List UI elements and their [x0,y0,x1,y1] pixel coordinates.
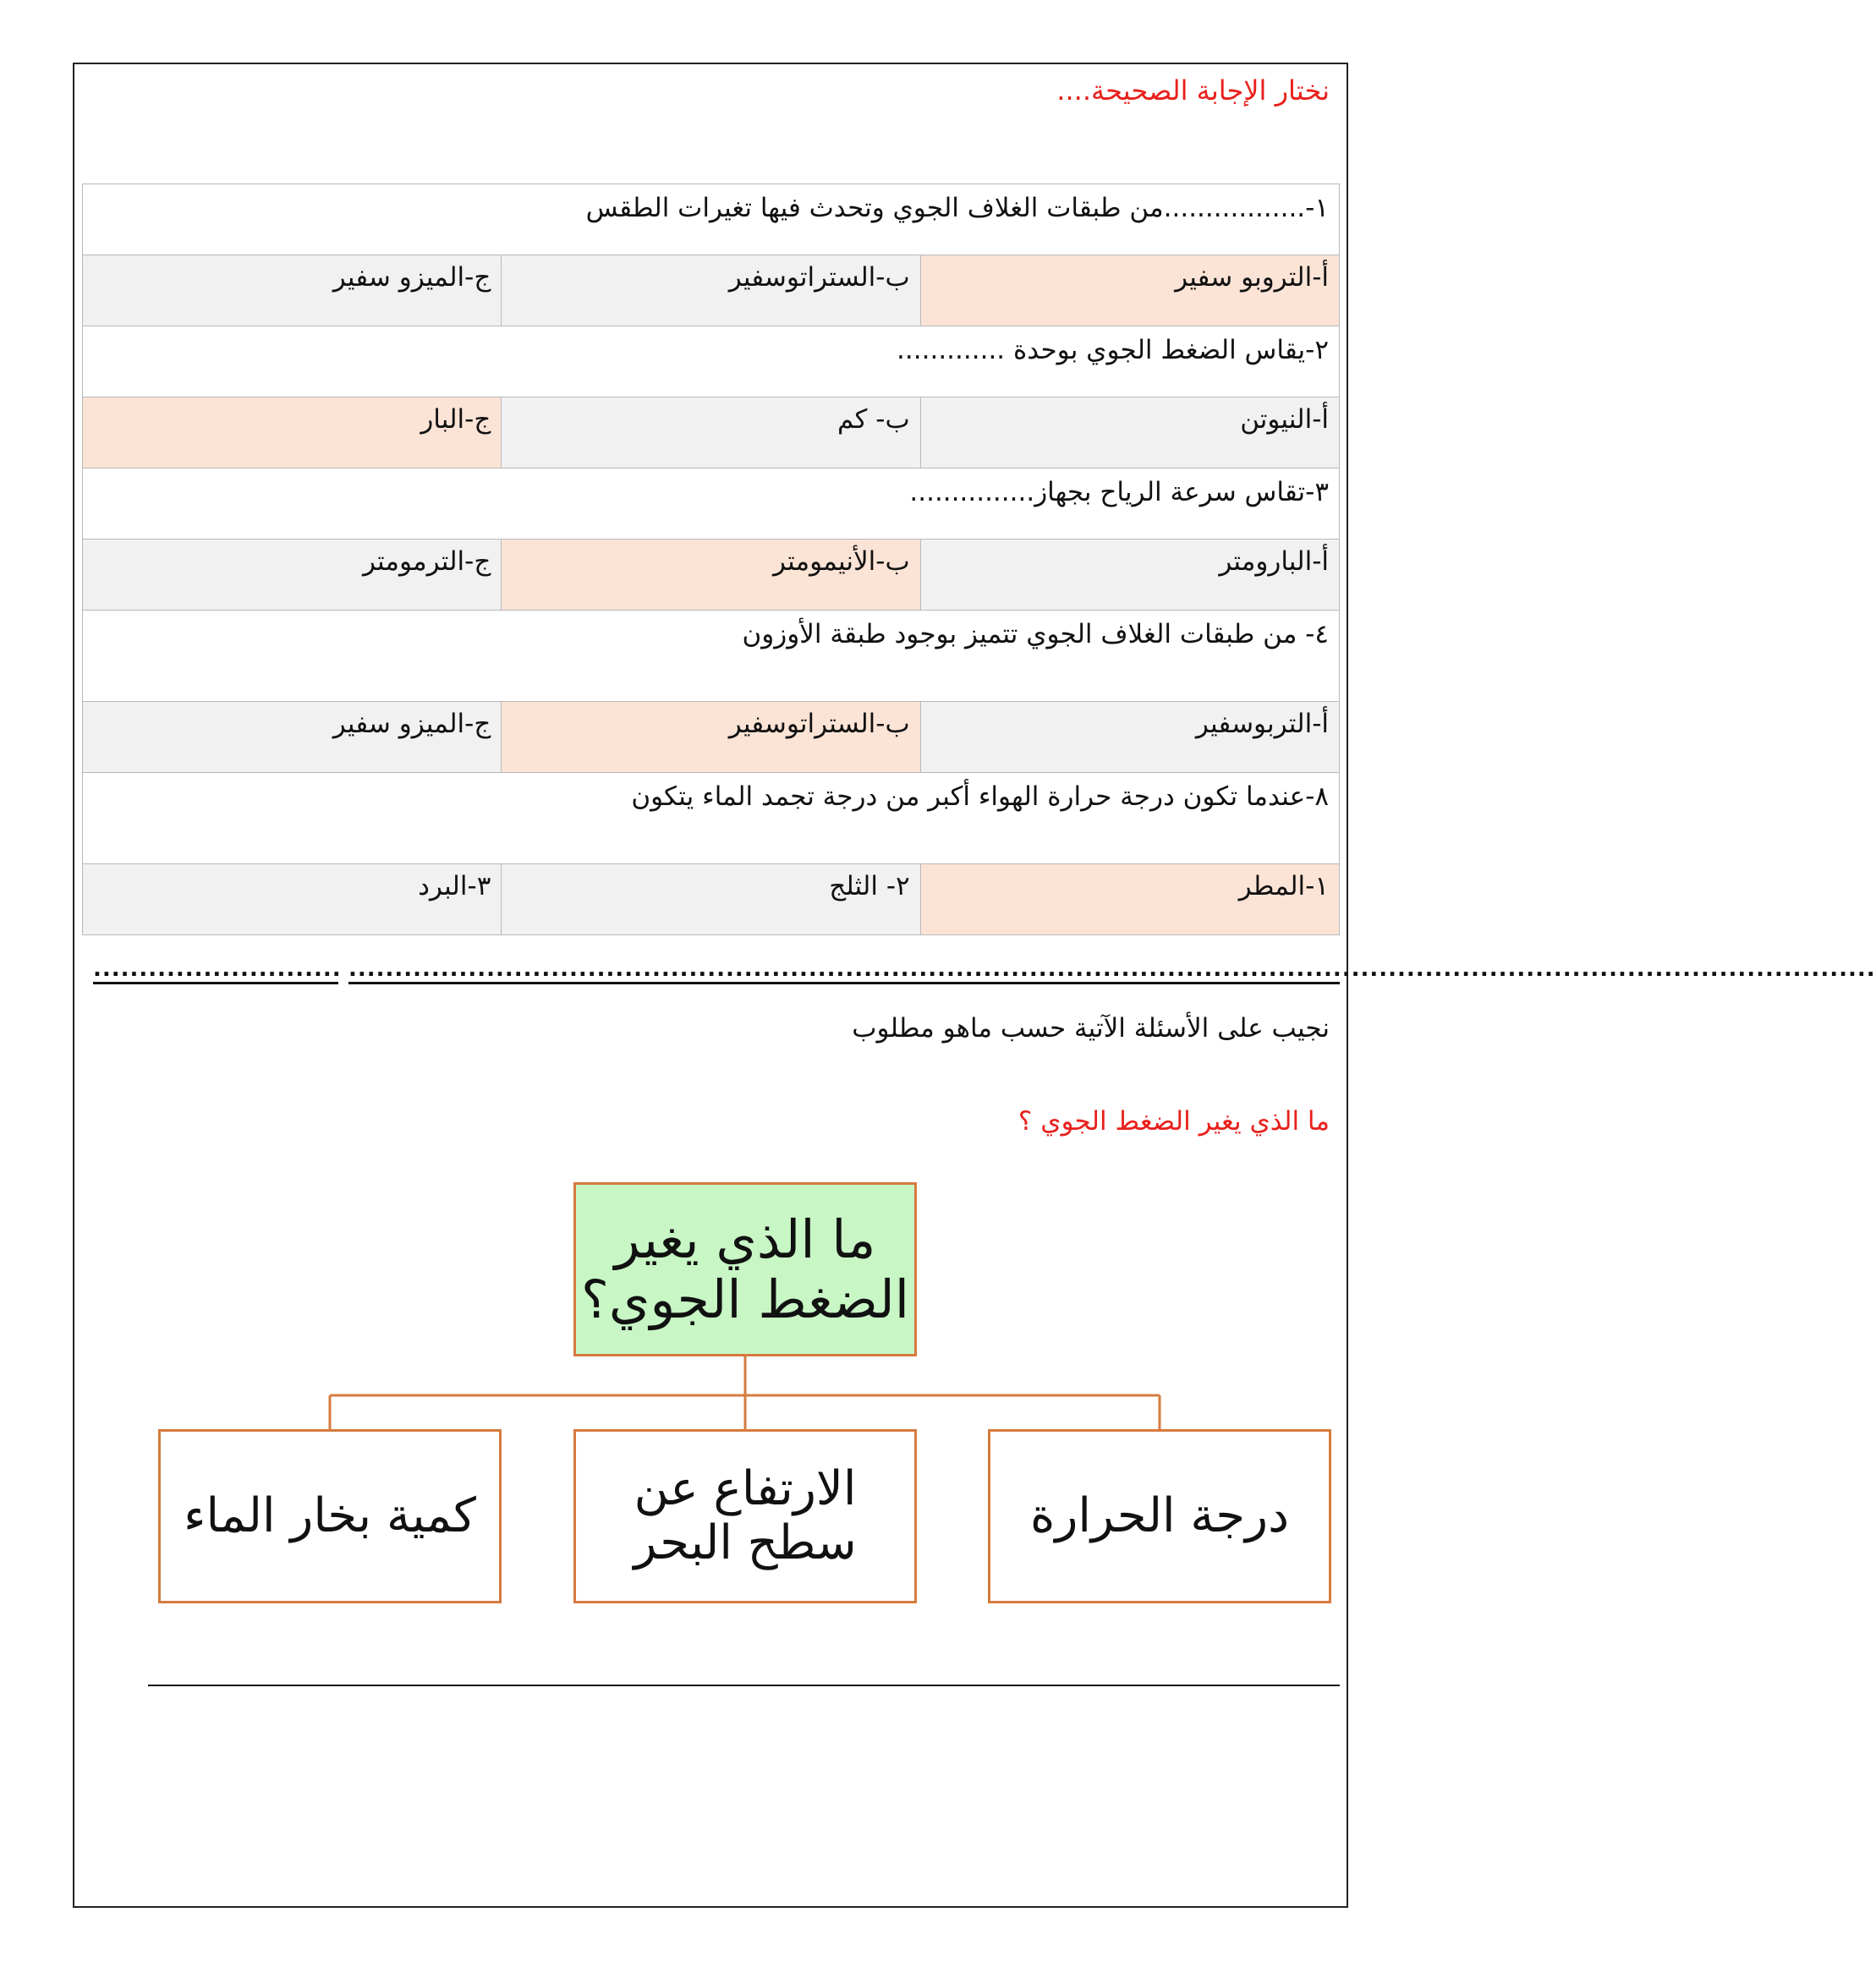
option-cell-correct[interactable]: ب-الستراتوسفير [502,702,920,773]
options-row [83,540,1340,611]
options-row [83,702,1340,773]
question-row [83,326,1340,397]
diagram-node-temperature [988,1429,1331,1603]
diagram-root-node [573,1182,917,1356]
instruction-heading: نختار الإجابة الصحيحة.... [1056,74,1330,107]
question-text: ٤- من طبقات الغلاف الجوي تتميز بوجود طبقة الأوزون [83,611,1340,702]
options-row [83,255,1340,326]
node-label: كمية بخار الماء [184,1488,476,1543]
option-cell-correct[interactable]: أ-التروبو سفير [920,255,1339,326]
option-cell-correct[interactable]: ب-الأنيمومتر [502,540,920,611]
separator-line-short [93,982,338,984]
diagram-question: ما الذي يغير الضغط الجوي ؟ [1018,1106,1330,1137]
question-text: ٣-تقاس سرعة الرياح بجهاز............... [83,468,1340,540]
node-label: الارتفاع عن سطح البحر [634,1460,857,1570]
option-cell[interactable]: ٢- الثلج [502,864,920,935]
option-cell[interactable]: ب- كم [502,397,920,468]
quiz-table [82,184,1340,935]
option-cell[interactable]: أ-النيوتن [920,397,1339,468]
question-row [83,468,1340,540]
option-cell[interactable]: ج-الميزو سفير [83,255,502,326]
option-cell-correct[interactable]: ج-البار [83,397,502,468]
question-row [83,184,1340,255]
section-prompt: نجيب على الأسئلة الآتية حسب ماهو مطلوب [852,1013,1330,1044]
option-cell[interactable]: أ-البارومتر [920,540,1339,611]
option-cell[interactable]: ج-الترمومتر [83,540,502,611]
option-cell-correct[interactable]: ١-المطر [920,864,1339,935]
diagram-node-altitude [573,1429,917,1603]
question-text: ١-.................من طبقات الغلاف الجوي وتحدث فيها تغيرات الطقس [83,184,1340,255]
separator-line-long [348,982,1340,984]
option-cell[interactable]: أ-التربوسفير [920,702,1339,773]
option-cell[interactable]: ج-الميزو سفير [83,702,502,773]
option-cell[interactable]: ٣-البرد [83,864,502,935]
answer-dots-long: ...................................................................................................................................................................... [348,956,1876,982]
diagram-node-water-vapor [158,1429,502,1603]
question-row [83,773,1340,864]
option-cell[interactable]: ب-الستراتوسفير [502,255,920,326]
root-node-label: ما الذي يغير الضغط الجوي؟ [581,1208,909,1330]
question-row [83,611,1340,702]
question-text: ٢-يقاس الضغط الجوي بوحدة ............. [83,326,1340,397]
bottom-answer-line [148,1685,1340,1686]
answer-dots-short: ........................... [93,956,342,982]
options-row [83,397,1340,468]
options-row [83,864,1340,935]
question-text: ٨-عندما تكون درجة حرارة الهواء أكبر من درجة تجمد الماء يتكون [83,773,1340,864]
node-label: درجة الحرارة [1029,1488,1290,1543]
